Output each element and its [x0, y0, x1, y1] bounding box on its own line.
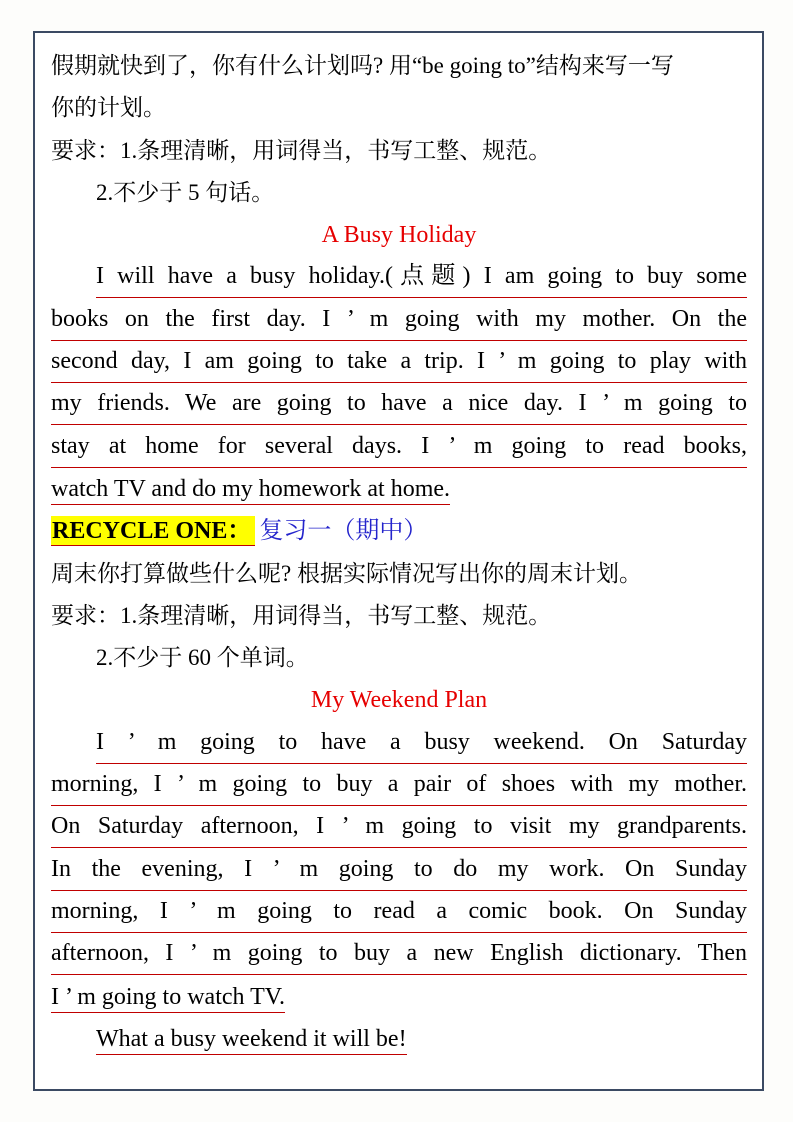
recycle-heading-row: [51, 510, 747, 552]
essay-line: [51, 722, 747, 764]
essay-line-text: books on the first day. I ’ m going with my mother. On the: [51, 300, 747, 341]
requirement-line: 2.不少于 5 句话。: [96, 179, 275, 205]
essay-line-text: stay at home for several days. I ’ m going to read books,: [51, 427, 747, 468]
closing-line: [51, 1018, 747, 1060]
essay-line-text: I will have a busy holiday.(点题) I am going to buy some: [96, 257, 747, 298]
essay-line-text: morning, I ’ m going to buy a pair of shoes with my mother.: [51, 765, 747, 806]
recycle-heading: 复习一（期中）: [259, 518, 428, 545]
essay-line: [51, 341, 747, 383]
essay-line: [51, 299, 747, 341]
essay-line-text: my friends. We are going to have a nice day. I ’ m going to: [51, 384, 747, 425]
essay-line-text: I ’ m going to have a busy weekend. On Saturday: [96, 723, 747, 764]
essay-line: [51, 764, 747, 806]
essay-line-text: second day, I am going to take a trip. I ’ m going to play with: [51, 342, 747, 383]
essay-title-text: My Weekend Plan: [310, 687, 488, 714]
essay-line: [51, 256, 747, 298]
document-page: [33, 31, 764, 1091]
essay-line-text: watch TV and do my homework at home.: [51, 476, 450, 505]
essay-line: [51, 426, 747, 468]
essay-line: [51, 849, 747, 891]
essay-line: [51, 976, 747, 1018]
requirement-line: 2.不少于 60 个单词。: [96, 645, 309, 671]
essay-title-text: A Busy Holiday: [321, 222, 477, 249]
essay-title: [51, 214, 747, 256]
essay-line: [51, 891, 747, 933]
requirement-line: 要求：1.条理清晰，用词得当，书写工整、规范。: [51, 137, 552, 163]
essay-line-text: morning, I ’ m going to read a comic book. On Sunday: [51, 892, 747, 933]
recycle-label-highlight: RECYCLE ONE：: [51, 516, 255, 546]
essay-line: [51, 806, 747, 848]
prompt-line: 假期就快到了，你有什么计划吗? 用“be going to”结构来写一写: [51, 53, 674, 78]
prompt-line: 你的计划。: [51, 95, 166, 121]
prompt-line: 周末你打算做些什么呢? 根据实际情况写出你的周末计划。: [51, 560, 642, 586]
essay-line-text: In the evening, I ’ m going to do my work. On Sunday: [51, 850, 747, 891]
requirement-line: 要求：1.条理清晰，用词得当，书写工整、规范。: [51, 602, 552, 628]
essay-line: [51, 468, 747, 510]
essay-line-text: I ’ m going to watch TV.: [51, 984, 285, 1013]
essay-title: [51, 679, 747, 721]
essay-line: [51, 933, 747, 975]
essay-line-text: On Saturday afternoon, I ’ m going to visit my grandparents.: [51, 807, 747, 848]
essay-line-text: afternoon, I ’ m going to buy a new English dictionary. Then: [51, 934, 747, 975]
essay-line: [51, 383, 747, 425]
closing-line-text: What a busy weekend it will be!: [96, 1026, 407, 1055]
